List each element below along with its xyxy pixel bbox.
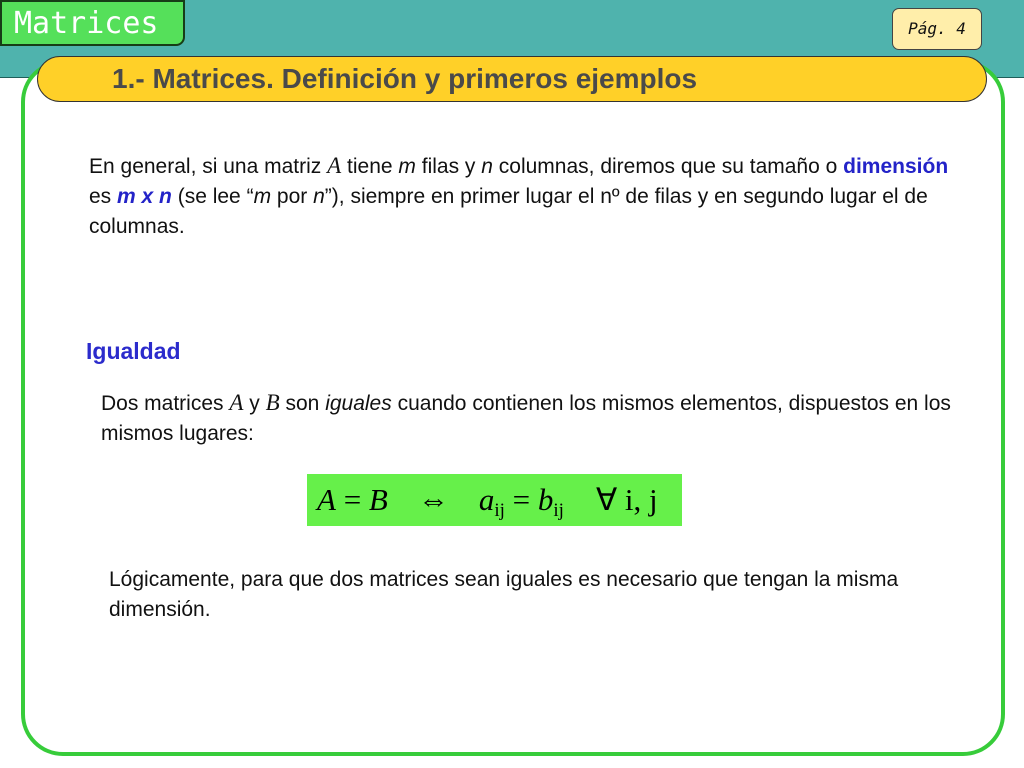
text: En general, si una matriz xyxy=(89,155,328,178)
text: cuando contienen los mismos elementos, dispuestos en los mismos lugares: xyxy=(101,392,951,445)
iff-symbol: ⇔ xyxy=(417,482,449,517)
matrix-symbol: B xyxy=(265,390,280,415)
formula-B: B xyxy=(368,482,388,517)
var-n: n xyxy=(313,185,325,208)
matrix-symbol: A xyxy=(327,153,342,178)
page-number-label: Pág. 4 xyxy=(892,8,982,50)
equality-heading: Igualdad xyxy=(86,338,181,364)
conclusion-paragraph: Lógicamente, para que dos matrices sean iguales es necesario que tengan la misma dimensión. xyxy=(109,568,899,621)
matrix-symbol: A xyxy=(229,390,244,415)
formula-b: b xyxy=(537,482,554,517)
m-x-n-term: m x n xyxy=(117,185,172,208)
section-tab: Matrices xyxy=(0,0,185,46)
var-n: n xyxy=(481,155,493,178)
formula-eq: = xyxy=(335,482,369,517)
formula-a-sub: ij xyxy=(494,500,505,521)
formula-eq2: = xyxy=(504,482,538,517)
text: Dos matrices xyxy=(101,392,230,415)
definition-paragraph xyxy=(89,151,969,242)
text: tiene xyxy=(341,155,399,178)
text: columnas, diremos que su tamaño o xyxy=(492,155,844,178)
text: (se lee “ xyxy=(171,185,254,208)
formula-A: A xyxy=(317,482,336,517)
var-m: m xyxy=(398,155,416,178)
text: y xyxy=(243,392,266,415)
dimension-term: dimensión xyxy=(843,155,949,178)
equality-formula xyxy=(307,474,682,526)
slide-title: 1.- Matrices. Definición y primeros ejemplos xyxy=(112,63,698,94)
text: ”), siempre en primer lugar el nº de filas y en segundo lugar el de columnas. xyxy=(89,185,928,238)
equality-paragraph xyxy=(101,388,961,449)
forall-symbol: ∀ i, j xyxy=(595,482,658,517)
formula-a: a xyxy=(478,482,495,517)
var-m: m xyxy=(253,185,272,208)
formula-b-sub: ij xyxy=(553,500,564,521)
iguales-term: iguales xyxy=(325,392,392,415)
text: filas y xyxy=(415,155,482,178)
text: son xyxy=(279,392,326,415)
text: es xyxy=(89,185,118,208)
text: por xyxy=(271,185,314,208)
